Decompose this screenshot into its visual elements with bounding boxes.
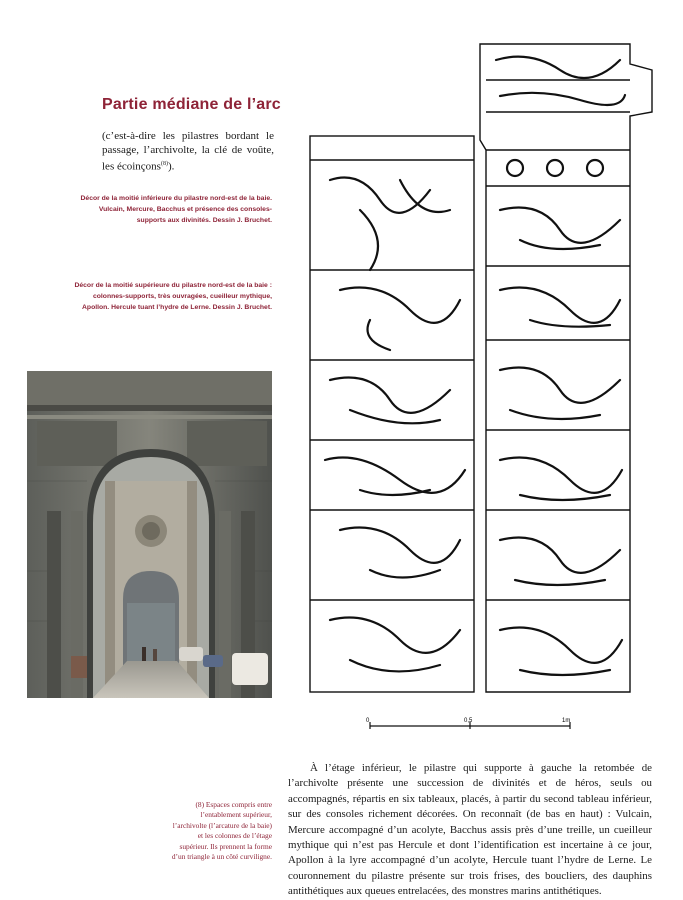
scale-bar	[360, 716, 580, 737]
subtitle-text: (c’est-à-dire les pilastres bordant le passage, l’archivolte, la clé de voûte, les écoinçons	[102, 130, 274, 173]
scale-label-1m: 1m	[562, 718, 571, 724]
pilaster-drawings	[300, 40, 672, 710]
scale-label-half: 0,5	[464, 718, 473, 724]
footnote: (8) Espaces compris entre l’entablement supérieur, l’archivolte (l’arcature de la baie) et les colonnes de l’étage supérieur. Ils prennent la forme d’un triangle à un côté curviligne.	[171, 800, 272, 862]
footnote-ref: (8)	[160, 161, 168, 167]
body-text	[288, 761, 652, 900]
subtitle-end: ).	[167, 160, 175, 173]
section-subtitle	[102, 129, 274, 174]
scale-label-0: 0	[366, 718, 370, 724]
body-paragraph: À l’étage inférieur, le pilastre qui supporte à gauche la retombée de l’archivolte présente une succession de divinités et de héros, seuls ou accompagnés, répartis en six tableaux, placés, à partir du second tableau inférieur, sur des consoles richement décorées. On reconnaît (de bas en haut) : Vulcain, Mercure accompagné d’un acolyte, Bacchus assis près d’une treille, un cueilleur mythique qui n’est pas Hercule et dont l’identification est incertaine à ce jour, Apollon à la lyre accompagné d’un acolyte, Hercule tuant l’hydre de Lerne. Le couronnement du pilastre présente sur trois frises, des boucliers, des dauphins antithétiques aux queues entrelacées, des monstres marins antithétiques.	[288, 762, 652, 898]
left-pilaster-outline	[310, 136, 474, 692]
caption-lower-pilaster: Décor de la moitié inférieure du pilastre nord-est de la baie. Vulcain, Mercure, Bacchus et présence des consoles-supports aux divinités. Dessin J. Bruchet.	[80, 195, 272, 225]
arch-photograph	[27, 371, 272, 698]
section-title: Partie médiane de l’arc	[102, 96, 281, 113]
caption-upper-pilaster: Décor de la moitié supérieure du pilastre nord-est de la baie : colonnes-supports, très ouvragées, cueilleur mythique, Apollon. Hercule tuant l’hydre de Lerne. Dessin J. Bruchet.	[74, 282, 272, 312]
